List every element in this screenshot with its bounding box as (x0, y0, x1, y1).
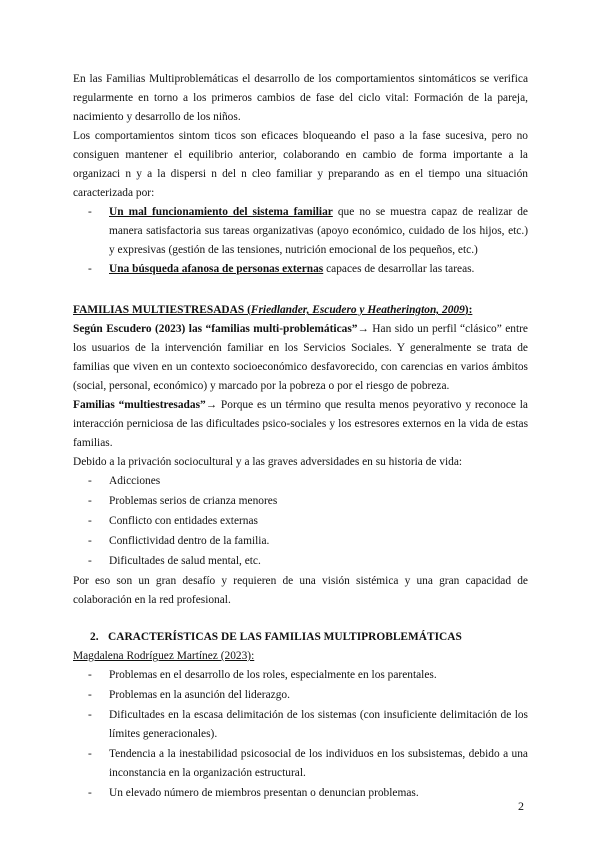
dash-bullet: - (88, 787, 92, 799)
dash-bullet: - (88, 669, 92, 681)
list-item-text: Dificultades en la escasa delimitación de los sistemas (con insuficiente delimitación de los límites generacionales). (109, 709, 528, 740)
list-item (73, 686, 528, 705)
list-item (73, 512, 528, 531)
dash-bullet: - (88, 748, 92, 760)
arrow-icon: → (205, 399, 218, 411)
list-item-lead: Un mal funcionamiento del sistema familiar (109, 206, 333, 218)
list-item (73, 203, 528, 260)
arrow-icon: → (357, 323, 369, 335)
list-item-lead: Una búsqueda afanosa de personas externas (109, 263, 324, 275)
list-item (73, 532, 528, 551)
heading-end: ): (464, 304, 473, 316)
list-item-text: Dificultades de salud mental, etc. (109, 555, 261, 567)
paragraph-lead: Familias “multiestresadas” (73, 399, 206, 411)
list-item-text: Problemas en el desarrollo de los roles, especialmente en los parentales. (109, 669, 437, 681)
list-item-text: Un elevado número de miembros presentan o denuncian problemas. (109, 787, 419, 799)
section-heading-caracteristicas (73, 628, 528, 647)
paragraph-intro: En las Familias Multiproblemáticas el desarrollo de los comportamientos sintomáticos se verifica regularmente en torno a los primeros cambios de fase del ciclo vital: Formación de la pareja, nacimiento y desarrollo de los niños. (73, 73, 528, 123)
dash-bullet: - (88, 206, 92, 218)
list-item-text: Conflictividad dentro de la familia. (109, 535, 270, 547)
section-title: CARACTERÍSTICAS DE LAS FAMILIAS MULTIPROBLEMÁTICAS (108, 631, 462, 643)
paragraph-text: Han sido un perfil “clásico” entre los usuarios de la intervención familiar en los Servicios Sociales. Y generalmente se trata de familias que viven en un contexto socioeconómico desfavorecido, con carencias en varios ámbitos (social, personal, económico) y marcado por la pobreza o por el riesgo de pobreza. (73, 323, 528, 392)
list-adversities (73, 472, 528, 571)
heading-main: FAMILIAS MULTIESTRESADAS ( (73, 304, 251, 316)
paragraph-multiestresadas (73, 396, 528, 453)
list-item-text: Adicciones (109, 475, 161, 487)
list-item (73, 745, 528, 783)
paragraph-lead: Según Escudero (2023) las “familias multi-problemáticas” (73, 323, 358, 335)
section-number: 2. (90, 631, 99, 643)
list-item (73, 706, 528, 744)
dash-bullet: - (88, 475, 92, 487)
heading-citation: Friedlander, Escudero y Heatherington, 2009 (250, 304, 465, 316)
list-item (73, 260, 528, 279)
list-item (73, 472, 528, 491)
paragraph-text: Porque es un término que resulta menos peyorativo y reconoce la interacción perniciosa de las dificultades psico-sociales y los estresores externos en la vida de estas familias. (73, 399, 528, 449)
list-item (73, 492, 528, 511)
page-content (73, 70, 528, 804)
list-item-text: Problemas serios de crianza menores (109, 495, 278, 507)
list-item-text: Conflicto con entidades externas (109, 515, 258, 527)
list-item-text: Problemas en la asunción del liderazgo. (109, 689, 290, 701)
dash-bullet: - (88, 515, 92, 527)
dash-bullet: - (88, 495, 92, 507)
list-item-text: Tendencia a la inestabilidad psicosocial de los individuos en los subsistemas, debido a una inconstancia en la organización estructural. (109, 748, 528, 779)
list-item (73, 784, 528, 803)
dash-bullet: - (88, 263, 92, 275)
page-number: 2 (518, 799, 524, 813)
dash-bullet: - (88, 709, 92, 721)
list-item-text: que no se muestra capaz de realizar de manera satisfactoria sus tareas organizativas (apoyo económico, cuidado de los hijos, etc.) y expresivas (gestión de las tensiones, nutrición emocional de los pequeños, etc.) (109, 206, 528, 256)
list-situation (73, 203, 528, 279)
author-citation: Magdalena Rodríguez Martínez (2023): (73, 650, 255, 662)
dash-bullet: - (88, 555, 92, 567)
paragraph-escudero (73, 320, 528, 396)
dash-bullet: - (88, 535, 92, 547)
paragraph-privacion: Debido a la privación sociocultural y a las graves adversidades en su historia de vida: (73, 456, 463, 468)
list-item-text: capaces de desarrollar las tareas. (323, 263, 475, 275)
list-characteristics (73, 666, 528, 803)
list-item (73, 666, 528, 685)
section-heading-multiestresadas (73, 301, 528, 320)
paragraph-conclusion: Por eso son un gran desafío y requieren de una visión sistémica y una gran capacidad de colaboración en la red profesional. (73, 575, 528, 606)
list-item (73, 552, 528, 571)
dash-bullet: - (88, 689, 92, 701)
paragraph-symptoms: Los comportamientos sintom ticos son eficaces bloqueando el paso a la fase sucesiva, pero no consiguen mantener el equilibrio anterior, colaborando en cambio de forma importante a la organizaci n y a la dispersi n del n cleo familiar y preparando as en el tiempo una situación caracterizada por: (73, 130, 528, 199)
